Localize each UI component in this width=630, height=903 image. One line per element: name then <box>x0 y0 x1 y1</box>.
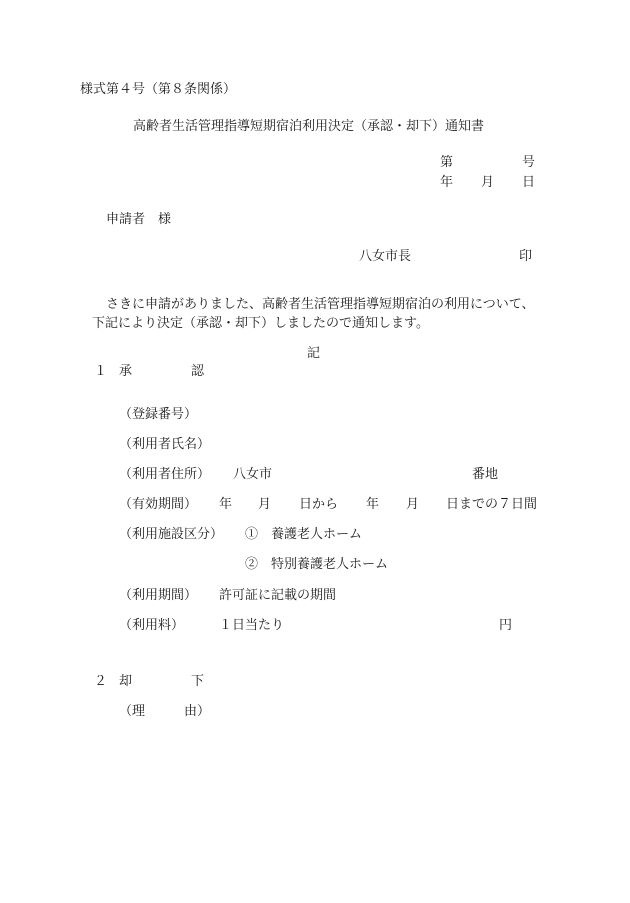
valid-month-2: 月 <box>406 497 420 512</box>
registration-number-label: （登録番号） <box>119 407 198 422</box>
ki-marker: 記 <box>307 346 321 361</box>
body-line-1: さきに申請がありました、高齢者生活管理指導短期宿泊の利用について、 <box>106 297 535 312</box>
addressee: 申請者 様 <box>106 212 172 227</box>
user-address-label: （利用者住所） <box>119 467 211 482</box>
issuer-name: 八女市長 <box>359 249 412 264</box>
reason-label-b: 由） <box>184 704 211 719</box>
doc-number-suffix: 号 <box>522 155 536 170</box>
form-number: 様式第４号（第８条関係） <box>80 82 237 97</box>
valid-month-1: 月 <box>258 497 272 512</box>
usage-period-value: 許可証に記載の期間 <box>219 588 337 603</box>
facility-option-2: ② 特別養護老人ホーム <box>245 557 389 572</box>
facility-option-1: ① 養護老人ホーム <box>245 527 363 542</box>
usage-period-label: （利用期間） <box>119 588 198 603</box>
user-address-suffix: 番地 <box>472 467 499 482</box>
fee-unit: 円 <box>499 618 513 633</box>
section-1-number: １ <box>94 364 108 379</box>
valid-year-1: 年 <box>219 497 233 512</box>
section-1-heading-a: 承 <box>119 364 133 379</box>
fee-value: １日当たり <box>219 618 285 633</box>
section-2-heading-a: 却 <box>119 674 133 689</box>
valid-from: 日から <box>299 497 339 512</box>
date-year: 年 <box>440 175 454 190</box>
reason-label-a: （理 <box>119 704 146 719</box>
issuer-seal: 印 <box>519 249 533 264</box>
date-day: 日 <box>522 175 536 190</box>
section-1-heading-b: 認 <box>191 364 205 379</box>
date-month: 月 <box>481 175 495 190</box>
valid-year-2: 年 <box>366 497 380 512</box>
fee-label: （利用料） <box>119 618 185 633</box>
section-2-heading-b: 下 <box>191 674 205 689</box>
facility-category-label: （利用施設区分） <box>119 527 224 542</box>
valid-period-label: （有効期間） <box>119 497 198 512</box>
user-address-city: 八女市 <box>233 467 273 482</box>
document-title: 高齢者生活管理指導短期宿泊利用決定（承認・却下）通知書 <box>133 119 485 134</box>
doc-number-prefix: 第 <box>440 155 454 170</box>
valid-until: 日までの７日間 <box>446 497 538 512</box>
user-name-label: （利用者氏名） <box>119 437 211 452</box>
body-line-2: 下記により決定（承認・却下）しましたので通知します。 <box>92 316 429 331</box>
section-2-number: ２ <box>94 674 108 689</box>
